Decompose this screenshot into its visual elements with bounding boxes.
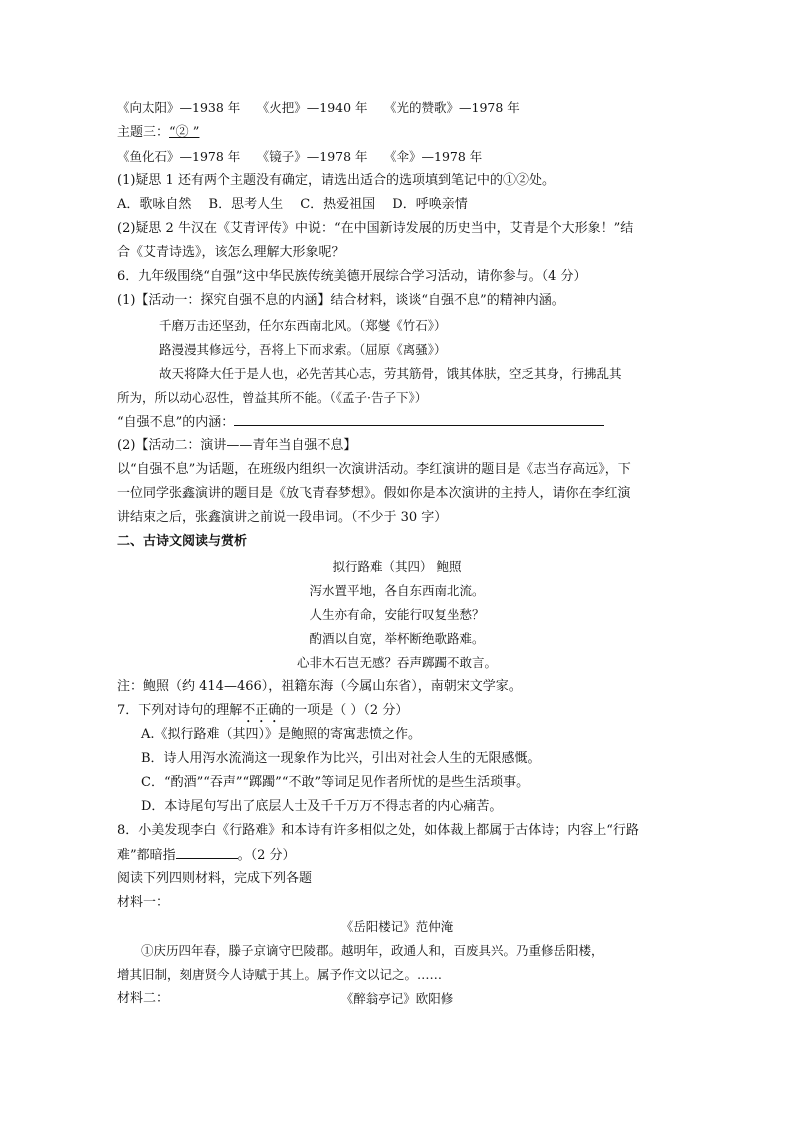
theme2-works: 《向太阳》—1938 年 《火把》—1940 年 《光的赞歌》—1978 年 <box>117 100 520 115</box>
q6-material3-line1: 故天将降大任于是人也，必先苦其心志，劳其筋骨，饿其体肤，空乏其身，行拂乱其 <box>159 366 622 381</box>
q7-option-c: C．“酌酒”“吞声”“踯躅”“不敢”等词足见作者所忧的是些生活琐事。 <box>141 775 530 790</box>
reading-intro: 阅读下列四则材料，完成下列各题 <box>117 871 313 886</box>
poem-note: 注：鲍照（约 414—466），祖籍东海（今属山东省），南朝宋文学家。 <box>117 679 522 694</box>
q6-meaning-line <box>117 413 604 432</box>
q6-material1: 千磨万击还坚劲，任尔东西南北风。（郑燮《竹石》） <box>159 318 447 333</box>
doubt2-text-1: (2)疑思 2 牛汉在《艾青评传》中说：“在中国新诗发展的历史当中，艾青是个大形象！”结 <box>117 221 634 236</box>
poem-line-2: 人生亦有命，安能行叹复坐愁？ <box>309 607 485 622</box>
poem-line-3: 酌酒以自宽，举杯断绝歌路难。 <box>309 631 485 646</box>
q7-stem-emphasis: 不正确 <box>242 703 282 718</box>
material1-label: 材料一： <box>117 895 170 910</box>
doubt2-text-2: 合《艾青诗选》，该怎么理解大形象呢？ <box>117 245 345 260</box>
poem-line-4: 心非木石岂无感？吞声踯躅不敢言。 <box>296 655 497 670</box>
q6-activity2: (2)【活动二：演讲——青年当自强不息】 <box>117 438 357 453</box>
q6-stem: 6．九年级围绕“自强”这中华民族传统美德开展综合学习活动，请你参与。（4 分） <box>117 269 587 284</box>
poem-title: 拟行路难（其四） 鲍照 <box>332 559 462 574</box>
theme3-heading <box>117 124 199 142</box>
material1-title: 《岳阳楼记》范仲淹 <box>340 919 454 934</box>
q6-material3-line2: 所为，所以动心忍性，曾益其所不能。（《孟子·告子下》） <box>117 390 428 405</box>
doubt1-text: (1)疑思 1 还有两个主题没有确定，请选出适合的选项填到笔记中的①②处。 <box>117 173 555 188</box>
material2-label: 材料二： <box>117 991 170 1006</box>
theme3-works: 《鱼化石》—1978 年 《镜子》—1978 年 《伞》—1978 年 <box>117 149 483 164</box>
section2-heading: 二、古诗文阅读与赏析 <box>117 534 248 549</box>
q7-stem-post: 的一项是（ ）（2 分） <box>281 703 409 718</box>
q6-meaning-label: “自强不息”的内涵： <box>117 415 235 430</box>
q7-stem-pre: 7．下列对诗句的理解 <box>117 703 243 718</box>
q7-option-a: A.《拟行路难（其四）》是鲍照的寄寓悲愤之作。 <box>141 727 422 742</box>
q6-meaning-answer-blank[interactable] <box>234 413 604 426</box>
q6-activity2-line1: 以“自强不息”为话题，在班级内组织一次演讲活动。李红演讲的题目是《志当存高远》，下 <box>117 462 631 477</box>
q8-answer-blank[interactable] <box>176 846 238 859</box>
material1-line2: 增其旧制，刻唐贤今人诗赋于其上。属予作文以记之。…… <box>117 967 443 982</box>
theme3-label: 主题三： <box>117 125 170 140</box>
material2-title: 《醉翁亭记》欧阳修 <box>340 991 454 1006</box>
q8-line2-pre: 难”都暗指 <box>117 848 176 863</box>
q8-line2-post: 。（2 分） <box>237 848 296 863</box>
q7-option-d: D．本诗尾句写出了底层人士及千千万万不得志者的内心痛苦。 <box>141 799 503 814</box>
q8-line2 <box>117 846 296 865</box>
q8-line1: 8．小美发现李白《行路难》和本诗有许多相似之处，如体裁上都属于古体诗；内容上“行路 <box>117 823 639 838</box>
material1-line1: ①庆历四年春，滕子京谪守巴陵郡。越明年，政通人和，百废具兴。乃重修岳阳楼， <box>141 943 604 958</box>
q6-activity1: (1)【活动一：探究自强不息的内涵】结合材料，谈谈“自强不息”的精神内涵。 <box>117 293 565 308</box>
q6-activity2-line2: 一位同学张鑫演讲的题目是《放飞青春梦想》。假如你是本次演讲的主持人，请你在李红演 <box>117 486 631 501</box>
q7-stem <box>117 702 408 726</box>
q7-option-b: B．诗人用泻水流淌这一现象作为比兴，引出对社会人生的无限感慨。 <box>141 751 541 766</box>
poem-line-1: 泻水置平地，各自东西南北流。 <box>309 583 485 598</box>
q6-material2: 路漫漫其修远兮，吾将上下而求索。（屈原《离骚》） <box>159 342 447 357</box>
doubt1-options: A．歌咏自然 B．思考人生 C．热爱祖国 D．呼唤亲情 <box>117 197 468 212</box>
q6-activity2-line3: 讲结束之后，张鑫演讲之前说一段串词。（不少于 30 字） <box>117 510 448 525</box>
theme3-blank: “② ” <box>169 125 200 140</box>
